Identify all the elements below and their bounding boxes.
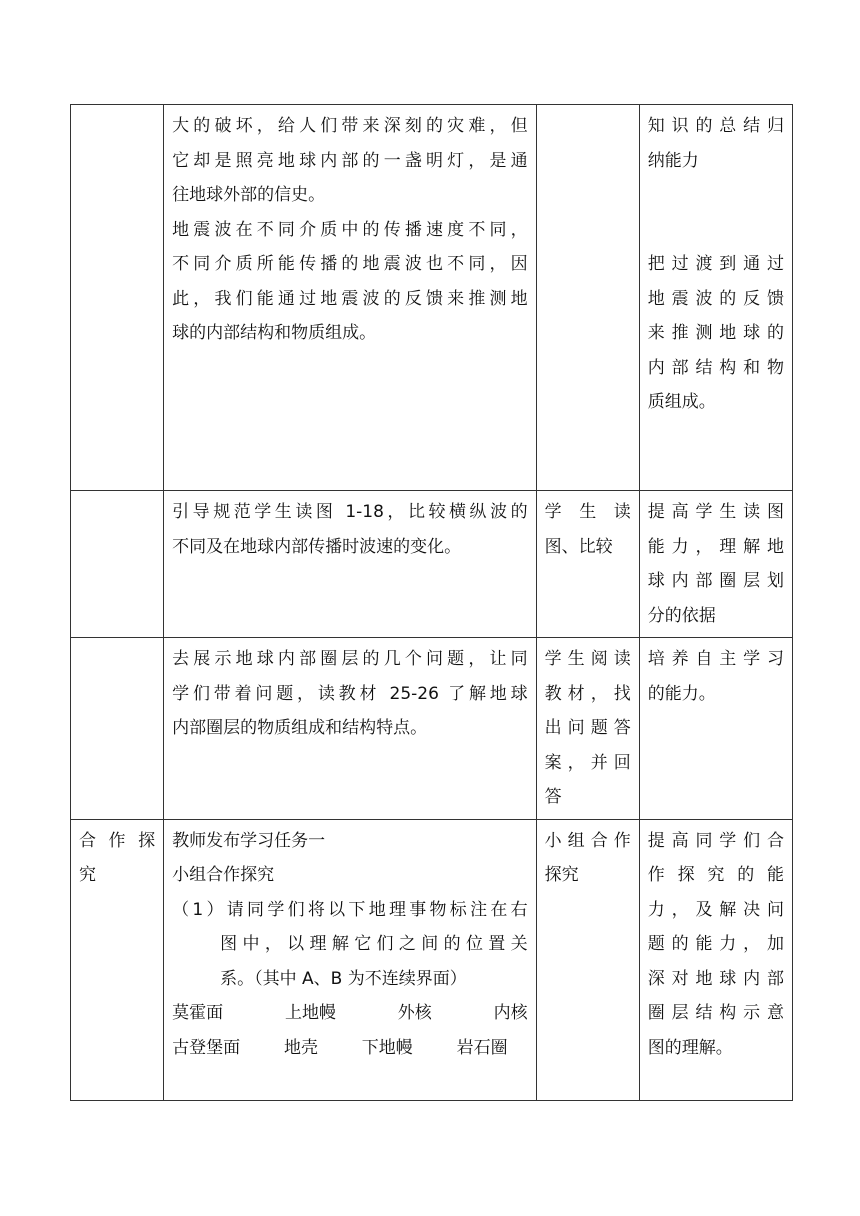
- table-row: [71, 491, 793, 638]
- student-activity-cell: [536, 638, 639, 820]
- stage-line: 合 作 探: [79, 830, 156, 851]
- task-title: 教师发布学习任务一: [172, 830, 326, 851]
- student-line: 出问题答: [544, 718, 631, 738]
- content-line: 去展示地球内部圈层的几个问题，让同: [172, 649, 528, 669]
- purpose-line: 知识的总结归: [647, 116, 784, 136]
- purpose-line: 图的理解。: [647, 1037, 733, 1058]
- purpose-line: 能力，理解地: [647, 536, 784, 557]
- item-label: 外核: [397, 1003, 432, 1023]
- items-row: [172, 1031, 528, 1066]
- purpose-line: 把过渡到通过: [647, 254, 784, 274]
- student-activity-cell: [536, 105, 639, 491]
- purpose-line: 力，及解决问: [647, 899, 784, 920]
- item-label: 古登堡面: [172, 1037, 241, 1058]
- teacher-activity-cell: [164, 819, 537, 1100]
- lesson-plan-table: [70, 104, 793, 1101]
- purpose-line: 纳能力: [647, 150, 699, 171]
- purpose-line: 球内部圈层划: [647, 571, 784, 591]
- purpose-line: 提高同学们合: [647, 830, 784, 851]
- table-row: [71, 638, 793, 820]
- design-purpose-cell: [639, 105, 792, 491]
- item-label: 下地幔: [361, 1037, 413, 1058]
- content-line: 引导规范学生读图 1-18，比较横纵波的: [172, 502, 528, 522]
- design-purpose-cell: [639, 819, 792, 1100]
- purpose-line: 分的依据: [647, 605, 716, 626]
- question-line: 图中，以理解它们之间的位置关: [220, 934, 528, 954]
- student-line: 答: [544, 787, 562, 807]
- purpose-line: 圈层结构示意: [647, 1003, 784, 1023]
- content-line: 大的破坏，给人们带来深刻的灾难，但: [172, 116, 528, 136]
- stage-cell: [71, 491, 164, 638]
- purpose-line: 内部结构和物: [647, 357, 784, 378]
- purpose-line: 来推测地球的: [647, 323, 784, 343]
- content-line: 往地球外部的信史。: [172, 185, 326, 205]
- design-purpose-cell: [639, 638, 792, 820]
- item-label: 上地幔: [284, 1003, 336, 1023]
- student-line: 学生阅读: [544, 649, 631, 669]
- content-line: 不同及在地球内部传播时波速的变化。: [172, 536, 462, 557]
- purpose-line: 题的能力，加: [647, 934, 784, 954]
- item-label: 岩石圈: [456, 1037, 508, 1058]
- teacher-activity-cell: [164, 105, 537, 491]
- content-line: 学们带着问题，读教材 25-26 了解地球: [172, 683, 528, 704]
- design-purpose-cell: [639, 491, 792, 638]
- spacer: [648, 178, 784, 247]
- purpose-line: 作探究的能: [647, 865, 784, 885]
- purpose-line: 的能力。: [647, 683, 716, 704]
- question-line: （1）请同学们将以下地理事物标注在右: [172, 899, 528, 920]
- stage-cell: [71, 105, 164, 491]
- student-line: 案，并回: [544, 752, 631, 773]
- purpose-line: 深对地球内部: [647, 968, 784, 989]
- teacher-activity-cell: [164, 638, 537, 820]
- student-activity-cell: [536, 819, 639, 1100]
- question-line: 系。（其中 A、B 为不连续界面）: [220, 968, 467, 989]
- content-line: 不同介质所能传播的地震波也不同，因: [172, 254, 528, 274]
- student-line: 探究: [544, 865, 579, 885]
- content-line: 内部圈层的物质组成和结构特点。: [172, 718, 428, 738]
- stage-cell: [71, 819, 164, 1100]
- stage-line: 究: [79, 865, 96, 885]
- purpose-line: 提高学生读图: [647, 502, 784, 522]
- content-line: 球的内部结构和物质组成。: [172, 323, 377, 343]
- content-line: 它却是照亮地球内部的一盏明灯，是通: [172, 150, 528, 171]
- task-subtitle: 小组合作探究: [172, 865, 275, 885]
- item-label: 莫霍面: [172, 1003, 224, 1023]
- content-line: 此，我们能通过地震波的反馈来推测地: [172, 288, 528, 309]
- student-activity-cell: [536, 491, 639, 638]
- student-line: 图、比较: [544, 536, 613, 557]
- purpose-line: 培养自主学习: [647, 649, 784, 669]
- content-line: 地震波在不同介质中的传播速度不同，: [172, 219, 528, 240]
- items-row: [172, 996, 528, 1031]
- teacher-activity-cell: [164, 491, 537, 638]
- student-line: 教材，找: [544, 683, 631, 704]
- item-label: 内核: [493, 1003, 528, 1023]
- item-label: 地壳: [283, 1037, 318, 1058]
- student-line: 学 生 读: [544, 502, 631, 522]
- stage-cell: [71, 638, 164, 820]
- purpose-line: 地震波的反馈: [647, 288, 784, 309]
- table-row: [71, 105, 793, 491]
- table-row: [71, 819, 793, 1100]
- student-line: 小组合作: [544, 830, 631, 851]
- purpose-line: 质组成。: [647, 392, 716, 412]
